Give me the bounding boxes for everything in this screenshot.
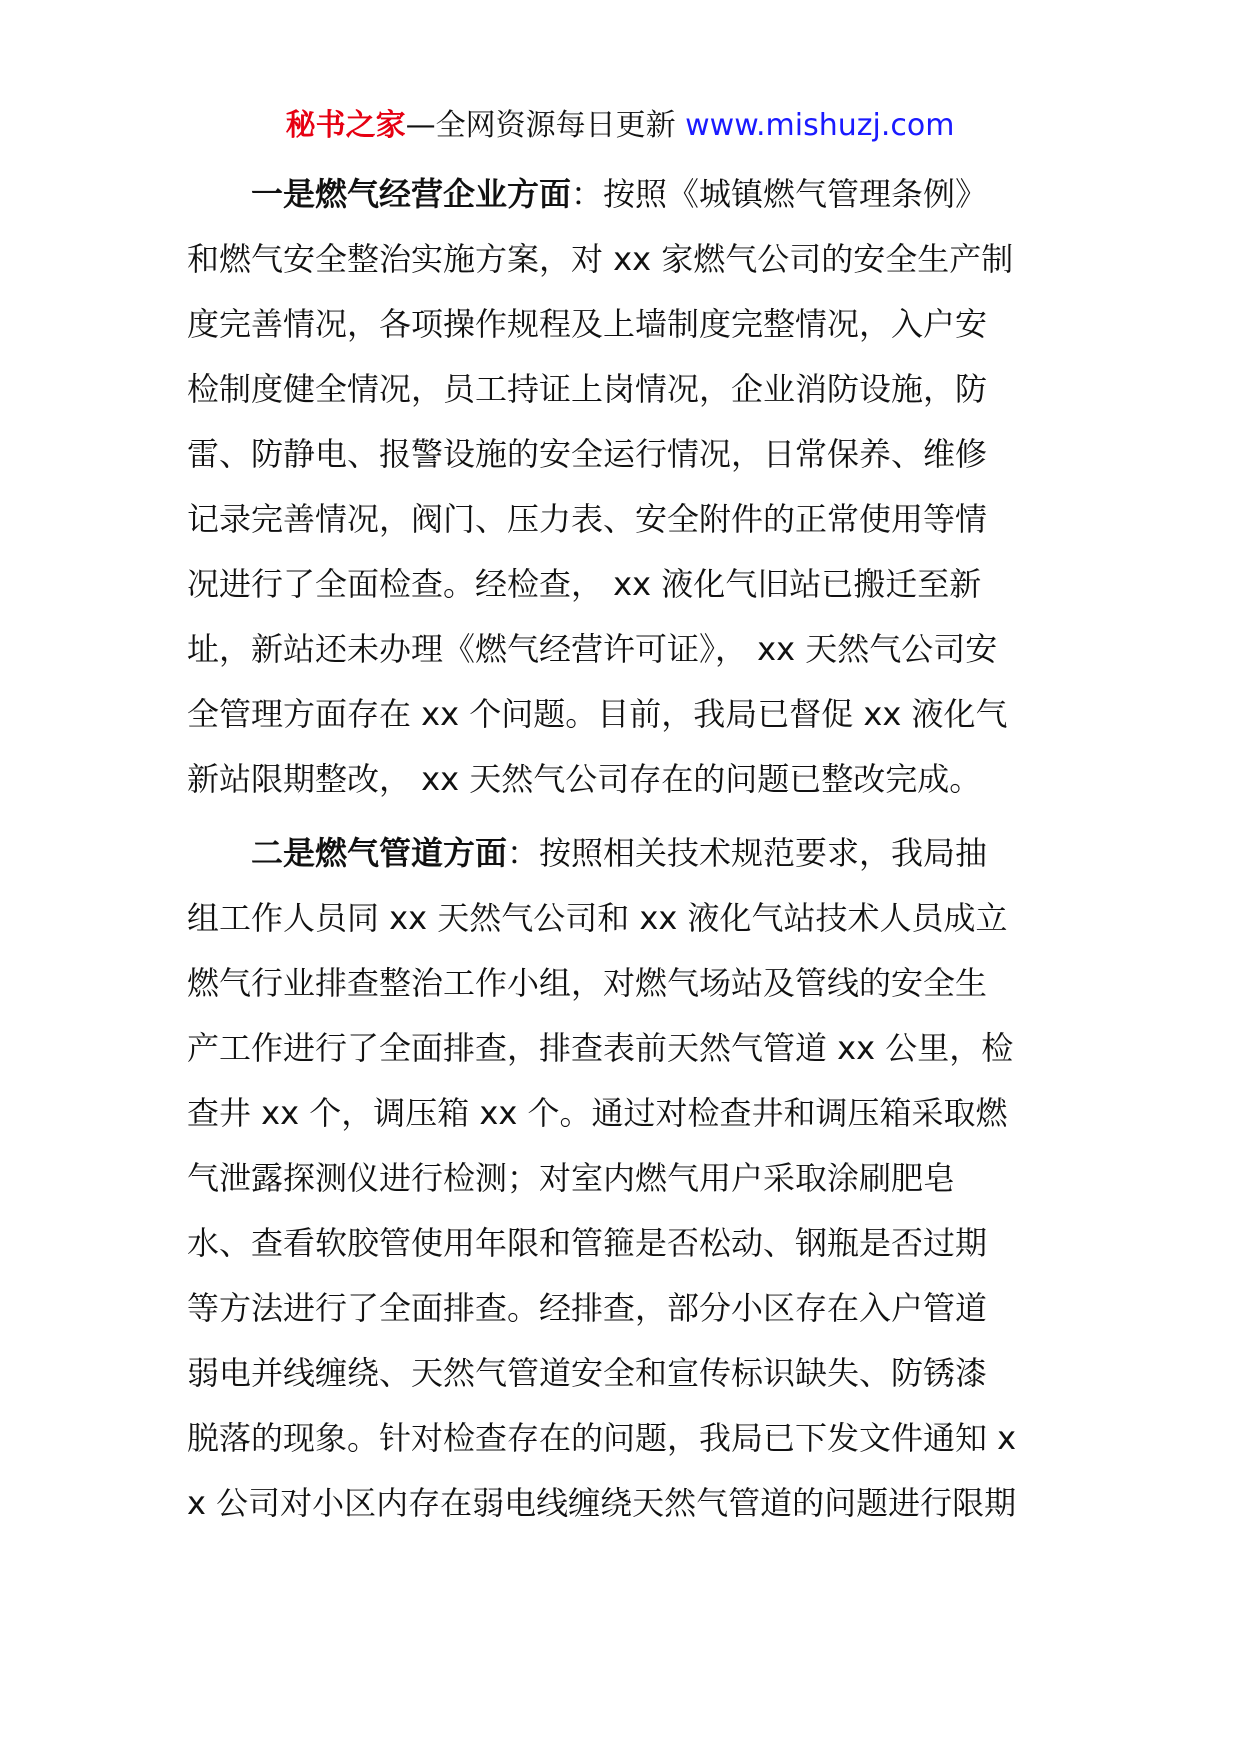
site-header — [0, 104, 1240, 148]
paragraph-line: 水、查看软胶管使用年限和管箍是否松动、钢瓶是否过期 — [187, 1224, 988, 1262]
site-url[interactable]: www.mishuzj.com — [685, 108, 955, 143]
paragraph-line: 记录完善情况，阀门、压力表、安全附件的正常使用等情 — [187, 500, 988, 538]
paragraph-gas-enterprises — [187, 162, 1067, 812]
paragraph-line: x 公司对小区内存在弱电线缠绕天然气管道的问题进行限期 — [187, 1484, 1017, 1522]
paragraph-line: 弱电并线缠绕、天然气管道安全和宣传标识缺失、防锈漆 — [187, 1354, 988, 1392]
paragraph-line: 组工作人员同 xx 天然气公司和 xx 液化气站技术人员成立 — [187, 899, 1008, 937]
paragraph-gas-pipelines — [187, 821, 1067, 1536]
document-body — [187, 162, 1067, 1536]
paragraph-line: 检制度健全情况，员工持证上岗情况，企业消防设施，防 — [187, 370, 988, 408]
brand-name: 秘书之家 — [285, 108, 406, 143]
header-slogan: —全网资源每日更新 — [405, 108, 686, 143]
paragraph-line: 产工作进行了全面排查，排查表前天然气管道 xx 公里，检 — [187, 1029, 1014, 1067]
paragraph-line — [187, 162, 1067, 227]
paragraph-spacer — [187, 812, 1067, 821]
paragraph-line: 新站限期整改， xx 天然气公司存在的问题已整改完成。 — [187, 760, 982, 798]
line-text: ：按照相关技术规范要求，我局抽 — [507, 834, 988, 872]
paragraph-line: 查井 xx 个，调压箱 xx 个。通过对检查井和调压箱采取燃 — [187, 1094, 1008, 1132]
paragraph-lead: 二是燃气管道方面 — [251, 834, 508, 872]
paragraph-line: 址，新站还未办理《燃气经营许可证》， xx 天然气公司安 — [187, 630, 998, 668]
paragraph-line: 燃气行业排查整治工作小组，对燃气场站及管线的安全生 — [187, 964, 988, 1002]
paragraph-lead: 一是燃气经营企业方面 — [251, 175, 572, 213]
paragraph-line: 和燃气安全整治实施方案，对 xx 家燃气公司的安全生产制 — [187, 240, 1014, 278]
paragraph-line: 等方法进行了全面排查。经排查，部分小区存在入户管道 — [187, 1289, 988, 1327]
paragraph-line — [187, 821, 1067, 886]
paragraph-line: 全管理方面存在 xx 个问题。目前，我局已督促 xx 液化气 — [187, 695, 1008, 733]
line-text: ：按照《城镇燃气管理条例》 — [571, 175, 988, 213]
paragraph-line: 雷、防静电、报警设施的安全运行情况，日常保养、维修 — [187, 435, 988, 473]
paragraph-line: 脱落的现象。针对检查存在的问题，我局已下发文件通知 x — [187, 1419, 1017, 1457]
paragraph-line: 况进行了全面检查。经检查， xx 液化气旧站已搬迁至新 — [187, 565, 982, 603]
paragraph-line: 度完善情况，各项操作规程及上墙制度完整情况，入户安 — [187, 305, 988, 343]
paragraph-line: 气泄露探测仪进行检测；对室内燃气用户采取涂刷肥皂 — [187, 1159, 956, 1197]
